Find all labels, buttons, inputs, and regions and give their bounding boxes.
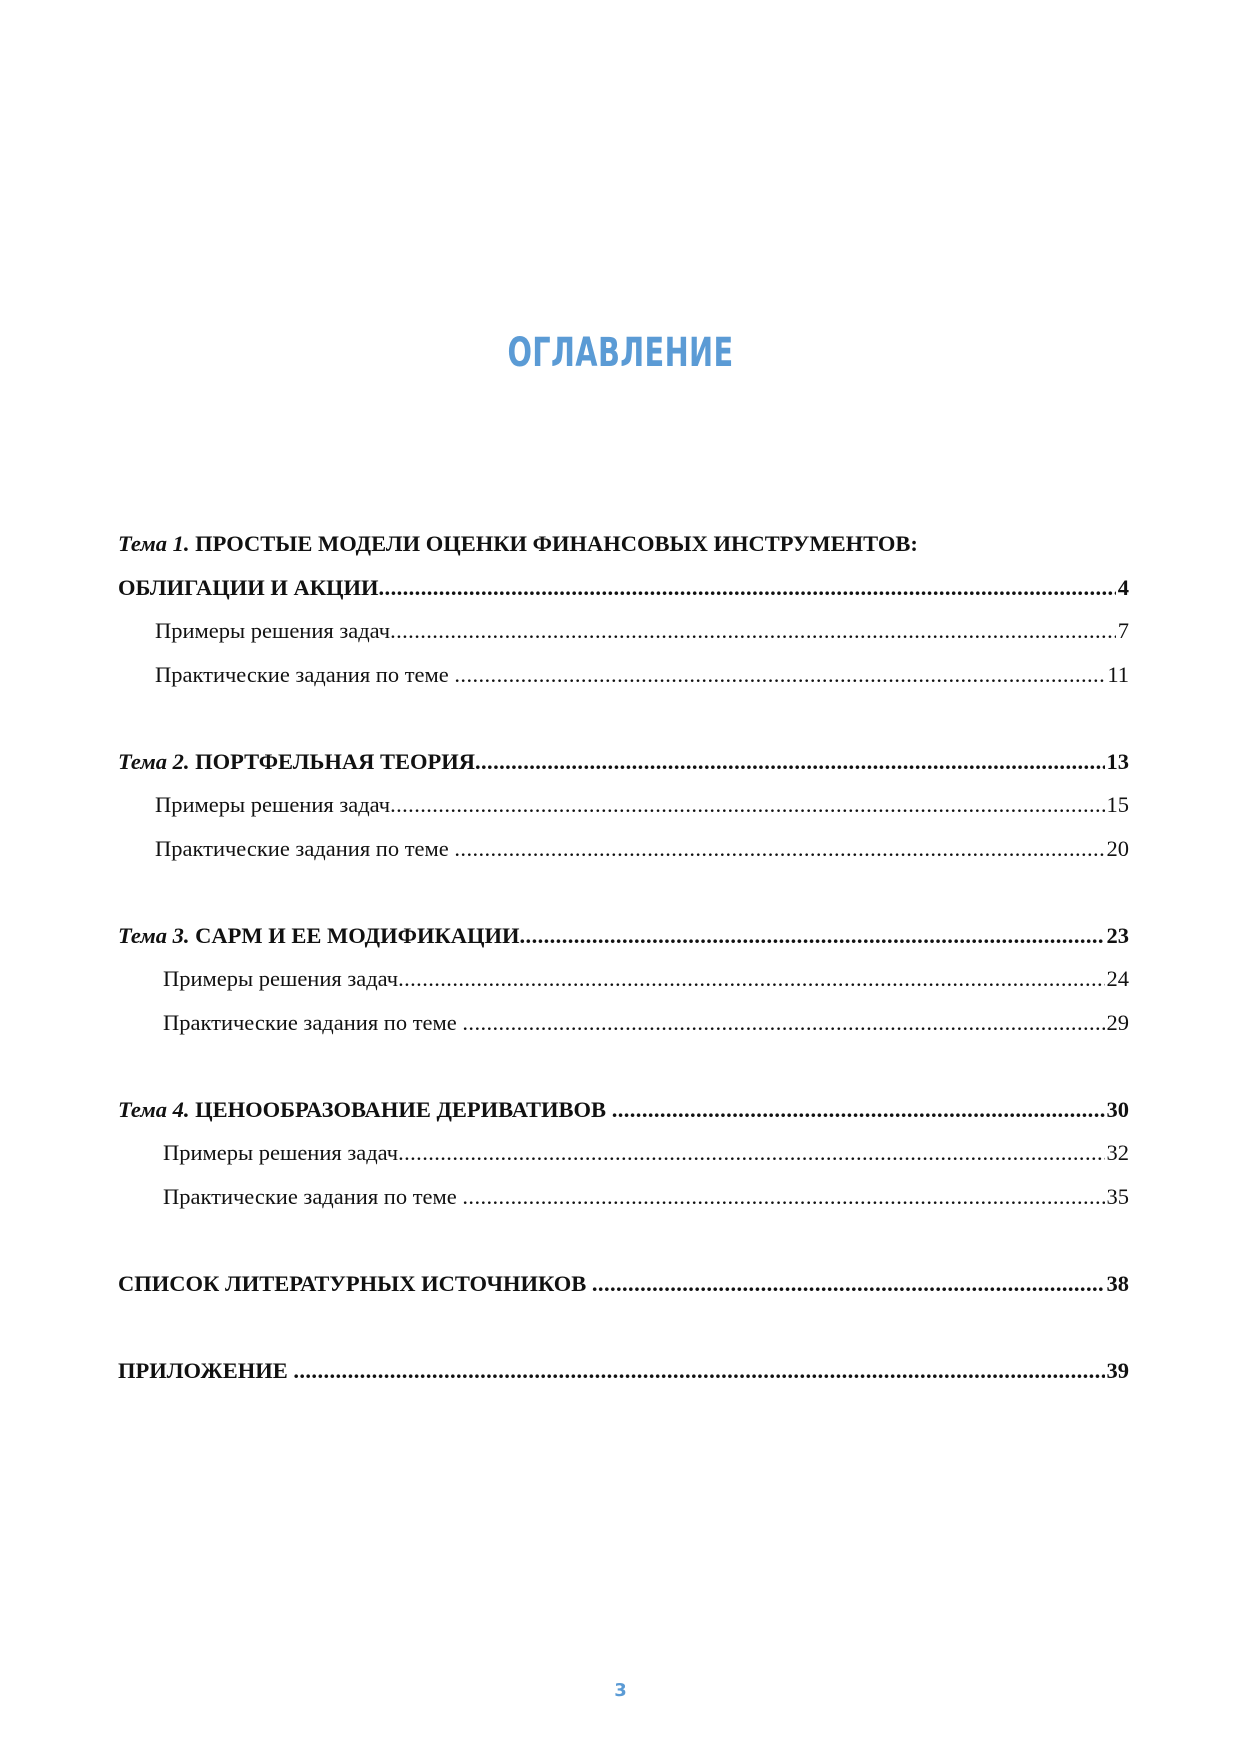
toc-leader <box>390 783 1104 827</box>
toc-page-number: 30 <box>1106 1096 1129 1122</box>
toc-item-practice-3[interactable] <box>118 1001 1129 1045</box>
toc-leader <box>462 1001 1104 1045</box>
toc-leader <box>398 1131 1104 1175</box>
toc-item-examples-3[interactable] <box>118 957 1129 1001</box>
toc-page-number: 23 <box>1106 922 1129 948</box>
toc-leader <box>520 914 1105 958</box>
toc-page-number: 35 <box>1106 1183 1129 1209</box>
toc-leader <box>454 653 1105 697</box>
toc-page-number: 20 <box>1106 835 1129 861</box>
toc-topic-2-prefix: Тема 2. <box>118 748 190 774</box>
spacer <box>118 1044 1129 1088</box>
toc-item-label: Примеры решения задач <box>155 618 391 643</box>
toc-topic-3[interactable] <box>118 914 1129 958</box>
toc-topic-1-line-2[interactable] <box>118 566 1129 610</box>
toc-leader <box>612 1088 1105 1132</box>
toc-page-number: 4 <box>1117 574 1129 600</box>
spacer <box>118 1218 1129 1262</box>
toc-leader <box>454 827 1104 871</box>
toc-item-practice-2[interactable] <box>118 827 1129 871</box>
toc-topic-1-prefix: Тема 1. <box>118 531 190 556</box>
toc-page-number: 15 <box>1106 792 1129 817</box>
spacer <box>118 696 1129 740</box>
toc-leader <box>475 740 1105 784</box>
toc-item-label: Практические задания по теме <box>163 1183 457 1209</box>
toc-item-label: Примеры решения задач <box>163 1140 399 1165</box>
toc-leader <box>390 609 1116 653</box>
toc-page-number: 7 <box>1117 618 1129 643</box>
page-number: 3 <box>614 1680 627 1701</box>
page-title: ОГЛАВЛЕНИЕ <box>507 330 734 376</box>
toc-topic-4[interactable] <box>118 1088 1129 1132</box>
toc-literature[interactable] <box>118 1262 1129 1306</box>
toc-item-practice-4[interactable] <box>118 1175 1129 1219</box>
toc-item-examples-4[interactable] <box>118 1131 1129 1175</box>
toc-topic-1-line-1[interactable] <box>118 522 1129 566</box>
toc-leader <box>379 566 1116 610</box>
toc-topic-1-title-line-2: ОБЛИГАЦИИ И АКЦИИ <box>118 574 379 600</box>
toc-topic-3-title: CAPM И ЕЕ МОДИФИКАЦИИ <box>195 922 520 948</box>
toc-page-number: 29 <box>1106 1009 1129 1035</box>
toc-topic-2[interactable] <box>118 740 1129 784</box>
toc-item-examples-2[interactable] <box>118 783 1129 827</box>
spacer <box>118 1305 1129 1349</box>
toc-topic-4-prefix: Тема 4. <box>118 1096 190 1122</box>
toc-item-label: Практические задания по теме <box>155 835 449 861</box>
toc-page-number: 11 <box>1107 661 1129 687</box>
toc-item-label: Практические задания по теме <box>163 1009 457 1035</box>
toc-topic-1-title-line-1: ПРОСТЫЕ МОДЕЛИ ОЦЕНКИ ФИНАНСОВЫХ ИНСТРУМЕНТОВ: <box>195 531 918 556</box>
toc-topic-3-prefix: Тема 3. <box>118 922 190 948</box>
toc-appendix[interactable] <box>118 1349 1129 1393</box>
toc-leader <box>293 1349 1104 1393</box>
toc-topic-2-title: ПОРТФЕЛЬНАЯ ТЕОРИЯ <box>195 748 475 774</box>
toc-item-label: Примеры решения задач <box>163 966 399 991</box>
toc-page-number: 39 <box>1106 1357 1129 1383</box>
toc-leader <box>592 1262 1105 1306</box>
toc-page-number: 24 <box>1106 966 1129 991</box>
toc-item-label: Практические задания по теме <box>155 661 449 687</box>
toc-item-label: СПИСОК ЛИТЕРАТУРНЫХ ИСТОЧНИКОВ <box>118 1270 587 1296</box>
toc-leader <box>398 957 1104 1001</box>
toc-topic-4-title: ЦЕНООБРАЗОВАНИЕ ДЕРИВАТИВОВ <box>195 1096 607 1122</box>
toc-page-number: 32 <box>1106 1140 1129 1165</box>
toc-item-examples-1[interactable] <box>118 609 1129 653</box>
toc-page-number: 38 <box>1106 1270 1129 1296</box>
table-of-contents <box>118 522 1129 1392</box>
toc-item-label: ПРИЛОЖЕНИЕ <box>118 1357 288 1383</box>
toc-page-number: 13 <box>1106 748 1129 774</box>
toc-item-label: Примеры решения задач <box>155 792 391 817</box>
toc-leader <box>462 1175 1104 1219</box>
spacer <box>118 870 1129 914</box>
toc-item-practice-1[interactable] <box>118 653 1129 697</box>
